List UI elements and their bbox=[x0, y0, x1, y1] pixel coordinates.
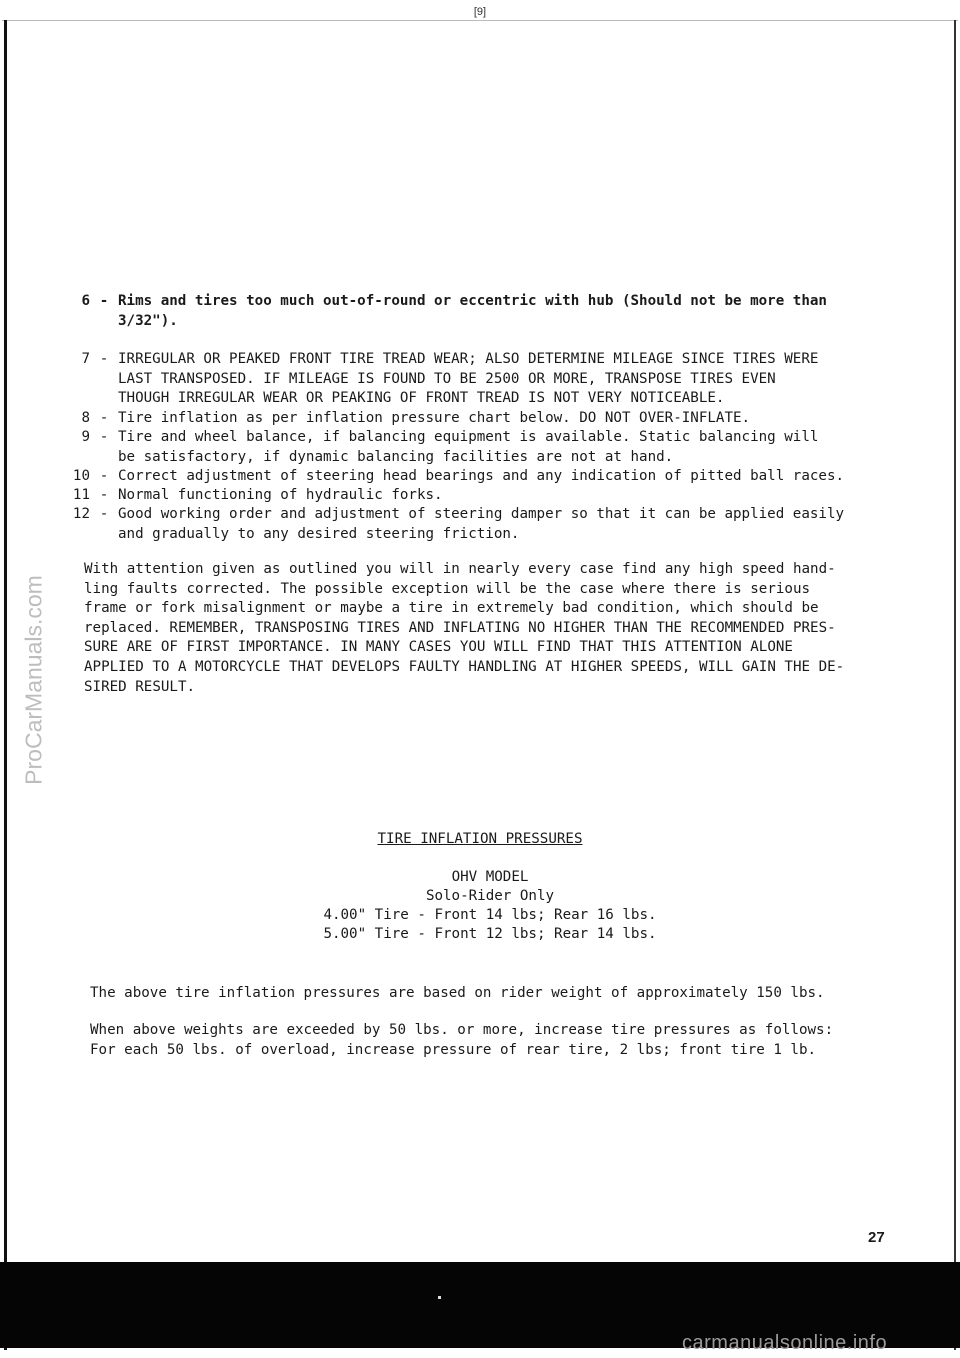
item-number: 11 bbox=[72, 487, 90, 503]
item-dash: - bbox=[99, 429, 109, 445]
right-border bbox=[954, 20, 956, 1350]
item-dash: - bbox=[99, 293, 109, 309]
item-number: 9 bbox=[81, 429, 90, 445]
left-border bbox=[4, 20, 7, 1350]
list-item-11 bbox=[60, 486, 940, 506]
bar-speck bbox=[438, 1296, 441, 1299]
item-dash: - bbox=[99, 487, 109, 503]
item-number: 10 bbox=[72, 468, 90, 484]
item-line: Correct adjustment of steering head bearings and any indication of pitted ball races. bbox=[118, 468, 845, 484]
item-number: 8 bbox=[81, 410, 90, 426]
note-line: For each 50 lbs. of overload, increase pressure of rear tire, 2 lbs; front tire 1 lb. bbox=[90, 1041, 817, 1058]
tire-inflation-heading bbox=[0, 830, 960, 850]
item-line: Rims and tires too much out-of-round or eccentric with hub (Should not be more than bbox=[118, 293, 827, 309]
item-line: Good working order and adjustment of steering damper so that it can be applied easily bbox=[118, 506, 845, 522]
paragraph-line: frame or fork misalignment or maybe a tire in extremely bad condition, which should be bbox=[84, 600, 819, 617]
item-dash: - bbox=[99, 410, 109, 426]
model-label: OHV MODEL bbox=[451, 869, 529, 885]
rider-label: Solo-Rider Only bbox=[425, 888, 555, 904]
note-line: The above tire inflation pressures are based on rider weight of approximately 150 lbs. bbox=[90, 985, 825, 1001]
item-number: 12 bbox=[72, 506, 90, 522]
paragraph-line: replaced. REMEMBER, TRANSPOSING TIRES AND INFLATING NO HIGHER THAN THE RECOMMENDED PRES- bbox=[84, 619, 836, 636]
item-line: be satisfactory, if dynamic balancing facilities are not at hand. bbox=[118, 448, 674, 465]
item-line: and gradually to any desired steering friction. bbox=[118, 525, 520, 542]
paragraph-line: With attention given as outlined you will in nearly every case find any high speed hand- bbox=[84, 561, 836, 577]
attention-paragraph bbox=[84, 560, 944, 697]
paragraph-line: ling faults corrected. The possible exception will be the case where there is serious bbox=[84, 580, 811, 597]
list-item-6 bbox=[60, 292, 940, 331]
item-dash: - bbox=[99, 506, 109, 522]
bottom-watermark: carmanualsonline.info bbox=[682, 1332, 888, 1354]
pressure-row: 4.00" Tire - Front 14 lbs; Rear 16 lbs. bbox=[323, 907, 657, 923]
item-dash: - bbox=[99, 468, 109, 484]
item-number: 7 bbox=[81, 351, 90, 367]
item-line: Tire inflation as per inflation pressure chart below. DO NOT OVER-INFLATE. bbox=[118, 410, 751, 426]
overload-note bbox=[90, 1021, 950, 1060]
item-line: Tire and wheel balance, if balancing equipment is available. Static balancing will bbox=[118, 429, 819, 445]
list-item-7 bbox=[60, 350, 940, 409]
list-item-10 bbox=[60, 467, 940, 487]
item-line: Normal functioning of hydraulic forks. bbox=[118, 487, 443, 503]
list-item-9 bbox=[60, 428, 940, 467]
item-line: 3/32"). bbox=[118, 312, 178, 329]
page-number: 27 bbox=[868, 1229, 885, 1246]
weight-note bbox=[90, 984, 950, 1004]
list-item-12 bbox=[60, 505, 940, 544]
top-rule bbox=[2, 20, 958, 21]
note-line: When above weights are exceeded by 50 lbs. or more, increase tire pressures as follows: bbox=[90, 1022, 834, 1038]
list-item-8 bbox=[60, 409, 940, 429]
side-watermark bbox=[14, 565, 54, 795]
side-watermark-text: ProCarManuals.com bbox=[20, 575, 47, 785]
page-tag: [9] bbox=[473, 6, 487, 18]
paragraph-line: APPLIED TO A MOTORCYCLE THAT DEVELOPS FAULTY HANDLING AT HIGHER SPEEDS, WILL GAIN THE DE- bbox=[84, 658, 845, 675]
paragraph-line: SURE ARE OF FIRST IMPORTANCE. IN MANY CASES YOU WILL FIND THAT THIS ATTENTION ALONE bbox=[84, 639, 793, 656]
item-line: IRREGULAR OR PEAKED FRONT TIRE TREAD WEAR; ALSO DETERMINE MILEAGE SINCE TIRES WERE bbox=[118, 351, 819, 367]
item-line: LAST TRANSPOSED. IF MILEAGE IS FOUND TO BE 2500 OR MORE, TRANSPOSE TIRES EVEN bbox=[118, 370, 776, 387]
paragraph-line: SIRED RESULT. bbox=[84, 678, 196, 695]
item-dash: - bbox=[99, 351, 109, 367]
item-line: THOUGH IRREGULAR WEAR OR PEAKING OF FRONT TREAD IS NOT VERY NOTICEABLE. bbox=[118, 390, 725, 407]
pressure-row: 5.00" Tire - Front 12 lbs; Rear 14 lbs. bbox=[323, 926, 657, 942]
tire-inflation-heading-text: TIRE INFLATION PRESSURES bbox=[377, 831, 583, 847]
item-number: 6 bbox=[81, 293, 90, 309]
